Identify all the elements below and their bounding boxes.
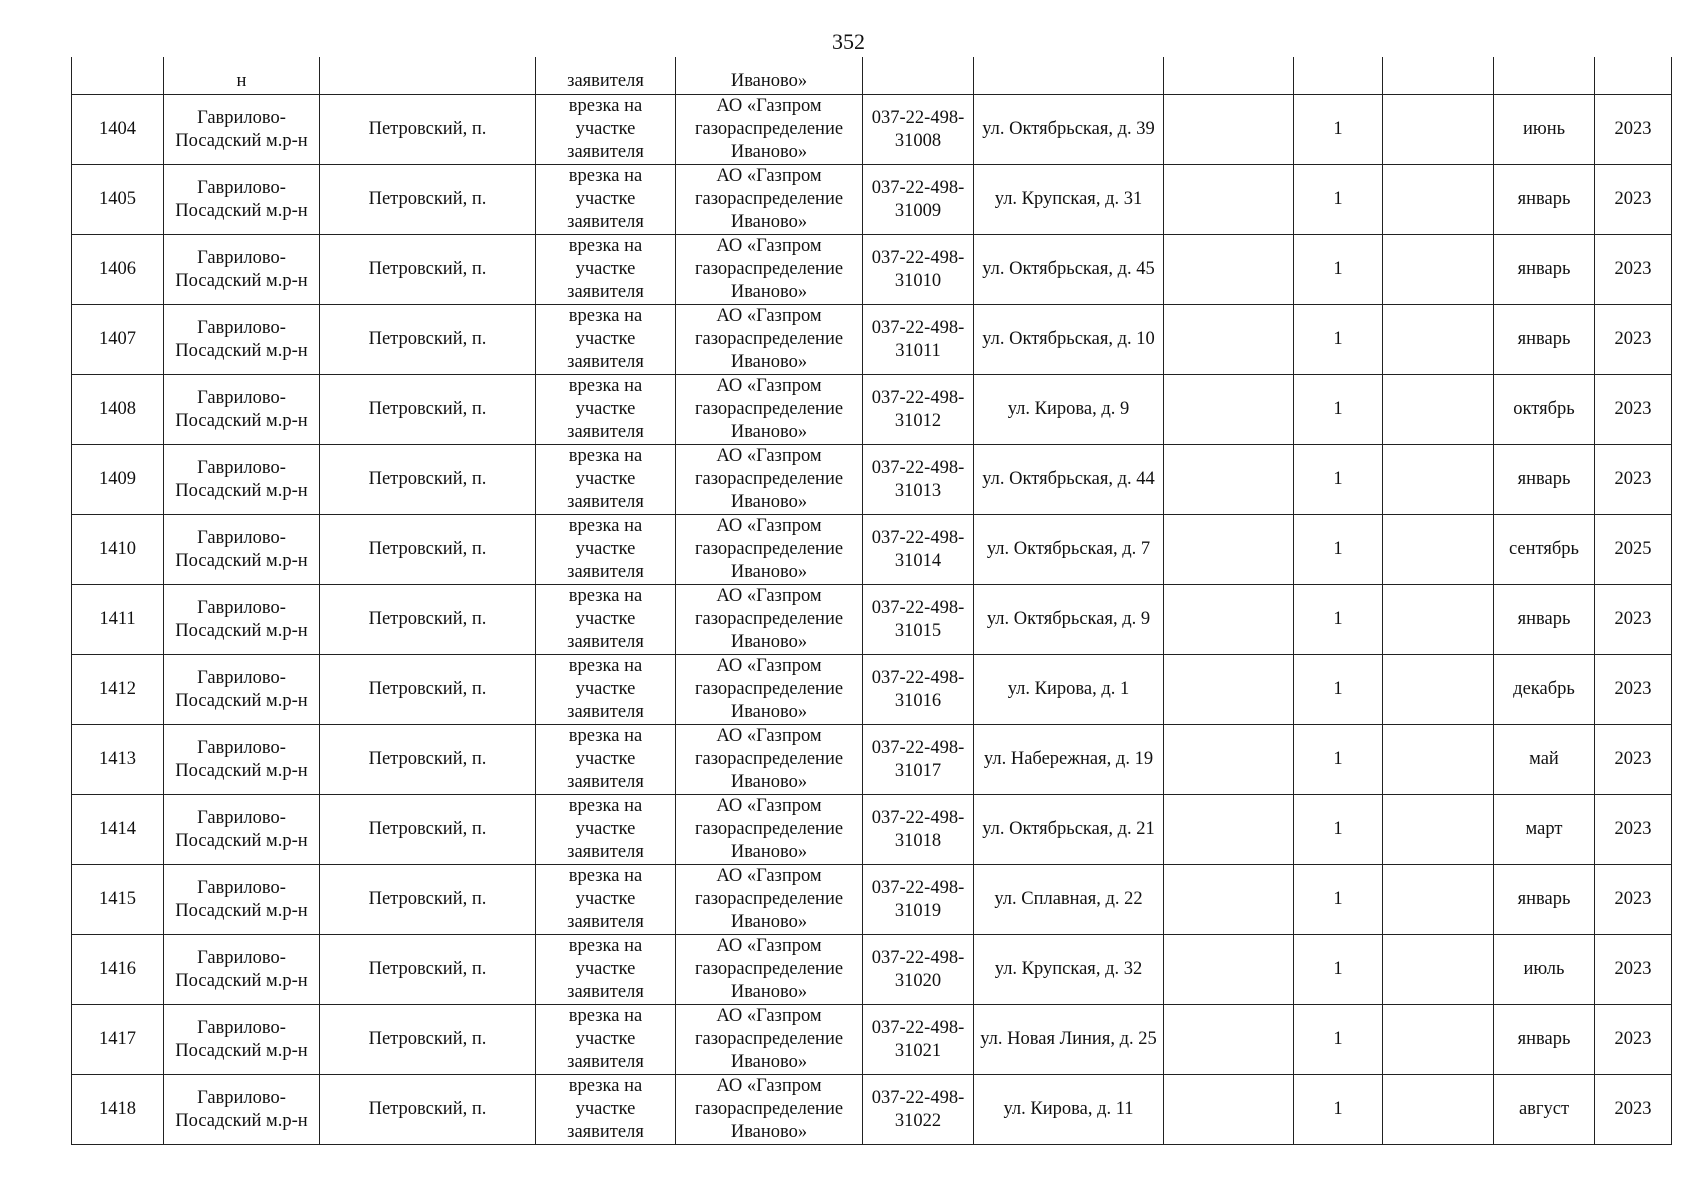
cell-operator: АО «Газпром газораспределение Иваново»: [676, 95, 863, 165]
cell-address: ул. Октябрьская, д. 7: [974, 515, 1164, 585]
cell-year: 2023: [1595, 865, 1672, 935]
cell-num: 1407: [72, 305, 164, 375]
cell-code: 037-22-498-31015: [863, 585, 974, 655]
cell-col-i: [1383, 935, 1494, 1005]
cell-count: 1: [1294, 585, 1383, 655]
table-row: [72, 445, 1672, 515]
table-row: [72, 1005, 1672, 1075]
cell-year: 2023: [1595, 445, 1672, 515]
cell-operator: АО «Газпром газораспределение Иваново»: [676, 725, 863, 795]
cell-settlement: Петровский, п.: [320, 95, 536, 165]
cell-settlement: Петровский, п.: [320, 235, 536, 305]
cell-district: Гаврилово-Посадский м.р-н: [164, 935, 320, 1005]
cell-count: 1: [1294, 935, 1383, 1005]
cell-district: Гаврилово-Посадский м.р-н: [164, 445, 320, 515]
cell-year: [1595, 57, 1672, 95]
cell-col-i: [1383, 445, 1494, 515]
cell-settlement: Петровский, п.: [320, 585, 536, 655]
cell-operator: АО «Газпром газораспределение Иваново»: [676, 375, 863, 445]
cell-connection: врезка на участке заявителя: [536, 865, 676, 935]
cell-count: 1: [1294, 445, 1383, 515]
cell-year: 2023: [1595, 95, 1672, 165]
cell-connection: врезка на участке заявителя: [536, 585, 676, 655]
table-row: [72, 935, 1672, 1005]
cell-settlement: Петровский, п.: [320, 655, 536, 725]
cell-col-i: [1383, 585, 1494, 655]
cell-code: 037-22-498-31019: [863, 865, 974, 935]
cell-year: 2023: [1595, 1005, 1672, 1075]
cell-col-g: [1164, 1005, 1294, 1075]
cell-month: январь: [1494, 445, 1595, 515]
cell-district: Гаврилово-Посадский м.р-н: [164, 1075, 320, 1145]
cell-connection: врезка на участке заявителя: [536, 375, 676, 445]
table-row: [72, 655, 1672, 725]
cell-month: сентябрь: [1494, 515, 1595, 585]
cell-col-g: [1164, 165, 1294, 235]
cell-month: [1494, 57, 1595, 95]
cell-col-g: [1164, 515, 1294, 585]
cell-district: Гаврилово-Посадский м.р-н: [164, 655, 320, 725]
table-row: [72, 1075, 1672, 1145]
cell-col-i: [1383, 165, 1494, 235]
cell-address: ул. Октябрьская, д. 10: [974, 305, 1164, 375]
cell-num: 1415: [72, 865, 164, 935]
cell-address: [974, 57, 1164, 95]
gasification-register-table: [71, 57, 1672, 1145]
cell-connection: врезка на участке заявителя: [536, 95, 676, 165]
cell-address: ул. Новая Линия, д. 25: [974, 1005, 1164, 1075]
cell-district: Гаврилово-Посадский м.р-н: [164, 165, 320, 235]
table-row: [72, 795, 1672, 865]
cell-address: ул. Крупская, д. 31: [974, 165, 1164, 235]
carryover-row: [72, 57, 1672, 95]
cell-count: 1: [1294, 795, 1383, 865]
cell-settlement: Петровский, п.: [320, 1075, 536, 1145]
cell-count: 1: [1294, 1005, 1383, 1075]
cell-col-i: [1383, 515, 1494, 585]
cell-count: [1294, 57, 1383, 95]
cell-operator: АО «Газпром газораспределение Иваново»: [676, 1005, 863, 1075]
cell-operator: АО «Газпром газораспределение Иваново»: [676, 1075, 863, 1145]
cell-year: 2023: [1595, 795, 1672, 865]
cell-district: Гаврилово-Посадский м.р-н: [164, 725, 320, 795]
cell-col-i: [1383, 865, 1494, 935]
cell-num: 1408: [72, 375, 164, 445]
cell-address: ул. Набережная, д. 19: [974, 725, 1164, 795]
cell-count: 1: [1294, 865, 1383, 935]
cell-code: 037-22-498-31022: [863, 1075, 974, 1145]
cell-year: 2025: [1595, 515, 1672, 585]
cell-code: 037-22-498-31016: [863, 655, 974, 725]
cell-district: Гаврилово-Посадский м.р-н: [164, 235, 320, 305]
table-row: [72, 165, 1672, 235]
cell-code: 037-22-498-31009: [863, 165, 974, 235]
cell-district: Гаврилово-Посадский м.р-н: [164, 375, 320, 445]
cell-month: декабрь: [1494, 655, 1595, 725]
cell-code: 037-22-498-31008: [863, 95, 974, 165]
cell-operator: АО «Газпром газораспределение Иваново»: [676, 515, 863, 585]
cell-address: ул. Сплавная, д. 22: [974, 865, 1164, 935]
cell-district: н: [164, 57, 320, 95]
cell-col-i: [1383, 95, 1494, 165]
cell-count: 1: [1294, 95, 1383, 165]
cell-year: 2023: [1595, 585, 1672, 655]
cell-code: 037-22-498-31013: [863, 445, 974, 515]
cell-connection: врезка на участке заявителя: [536, 725, 676, 795]
cell-num: 1409: [72, 445, 164, 515]
cell-count: 1: [1294, 515, 1383, 585]
cell-connection: врезка на участке заявителя: [536, 235, 676, 305]
cell-operator: АО «Газпром газораспределение Иваново»: [676, 235, 863, 305]
cell-month: октябрь: [1494, 375, 1595, 445]
cell-settlement: [320, 57, 536, 95]
table-row: [72, 95, 1672, 165]
cell-connection: врезка на участке заявителя: [536, 655, 676, 725]
cell-num: [72, 57, 164, 95]
cell-col-i: [1383, 1075, 1494, 1145]
cell-col-g: [1164, 305, 1294, 375]
cell-col-i: [1383, 655, 1494, 725]
cell-col-g: [1164, 1075, 1294, 1145]
cell-address: ул. Октябрьская, д. 9: [974, 585, 1164, 655]
cell-count: 1: [1294, 1075, 1383, 1145]
cell-connection: врезка на участке заявителя: [536, 1075, 676, 1145]
cell-operator: АО «Газпром газораспределение Иваново»: [676, 655, 863, 725]
cell-num: 1412: [72, 655, 164, 725]
cell-col-g: [1164, 935, 1294, 1005]
page-number: 352: [832, 29, 865, 54]
cell-num: 1405: [72, 165, 164, 235]
cell-district: Гаврилово-Посадский м.р-н: [164, 95, 320, 165]
cell-col-i: [1383, 375, 1494, 445]
table-row: [72, 725, 1672, 795]
cell-settlement: Петровский, п.: [320, 725, 536, 795]
cell-code: 037-22-498-31011: [863, 305, 974, 375]
cell-code: [863, 57, 974, 95]
cell-num: 1416: [72, 935, 164, 1005]
cell-month: январь: [1494, 165, 1595, 235]
cell-address: ул. Крупская, д. 32: [974, 935, 1164, 1005]
cell-col-i: [1383, 725, 1494, 795]
table-row: [72, 375, 1672, 445]
cell-month: июль: [1494, 935, 1595, 1005]
cell-year: 2023: [1595, 935, 1672, 1005]
cell-num: 1411: [72, 585, 164, 655]
cell-address: ул. Кирова, д. 1: [974, 655, 1164, 725]
cell-district: Гаврилово-Посадский м.р-н: [164, 795, 320, 865]
cell-operator: АО «Газпром газораспределение Иваново»: [676, 795, 863, 865]
cell-col-g: [1164, 445, 1294, 515]
cell-code: 037-22-498-31014: [863, 515, 974, 585]
cell-num: 1410: [72, 515, 164, 585]
cell-year: 2023: [1595, 725, 1672, 795]
cell-num: 1414: [72, 795, 164, 865]
table-row: [72, 235, 1672, 305]
cell-month: август: [1494, 1075, 1595, 1145]
cell-code: 037-22-498-31017: [863, 725, 974, 795]
cell-code: 037-22-498-31018: [863, 795, 974, 865]
cell-num: 1406: [72, 235, 164, 305]
cell-district: Гаврилово-Посадский м.р-н: [164, 1005, 320, 1075]
cell-address: ул. Кирова, д. 9: [974, 375, 1164, 445]
cell-col-i: [1383, 57, 1494, 95]
cell-count: 1: [1294, 165, 1383, 235]
cell-month: январь: [1494, 1005, 1595, 1075]
cell-code: 037-22-498-31020: [863, 935, 974, 1005]
cell-settlement: Петровский, п.: [320, 165, 536, 235]
cell-count: 1: [1294, 725, 1383, 795]
cell-address: ул. Октябрьская, д. 39: [974, 95, 1164, 165]
cell-address: ул. Октябрьская, д. 21: [974, 795, 1164, 865]
cell-count: 1: [1294, 305, 1383, 375]
cell-address: ул. Октябрьская, д. 44: [974, 445, 1164, 515]
cell-operator: Иваново»: [676, 57, 863, 95]
cell-col-g: [1164, 725, 1294, 795]
cell-settlement: Петровский, п.: [320, 935, 536, 1005]
cell-settlement: Петровский, п.: [320, 865, 536, 935]
cell-operator: АО «Газпром газораспределение Иваново»: [676, 165, 863, 235]
cell-col-i: [1383, 795, 1494, 865]
cell-year: 2023: [1595, 1075, 1672, 1145]
cell-operator: АО «Газпром газораспределение Иваново»: [676, 445, 863, 515]
cell-settlement: Петровский, п.: [320, 1005, 536, 1075]
table-row: [72, 865, 1672, 935]
cell-month: март: [1494, 795, 1595, 865]
cell-connection: заявителя: [536, 57, 676, 95]
cell-num: 1413: [72, 725, 164, 795]
cell-district: Гаврилово-Посадский м.р-н: [164, 305, 320, 375]
cell-col-g: [1164, 235, 1294, 305]
cell-district: Гаврилово-Посадский м.р-н: [164, 585, 320, 655]
cell-settlement: Петровский, п.: [320, 445, 536, 515]
cell-col-g: [1164, 95, 1294, 165]
cell-settlement: Петровский, п.: [320, 795, 536, 865]
cell-col-i: [1383, 235, 1494, 305]
cell-col-i: [1383, 305, 1494, 375]
cell-year: 2023: [1595, 165, 1672, 235]
cell-num: 1417: [72, 1005, 164, 1075]
cell-code: 037-22-498-31012: [863, 375, 974, 445]
cell-address: ул. Октябрьская, д. 45: [974, 235, 1164, 305]
cell-month: январь: [1494, 585, 1595, 655]
cell-month: январь: [1494, 235, 1595, 305]
cell-num: 1404: [72, 95, 164, 165]
cell-address: ул. Кирова, д. 11: [974, 1075, 1164, 1145]
cell-operator: АО «Газпром газораспределение Иваново»: [676, 305, 863, 375]
cell-connection: врезка на участке заявителя: [536, 935, 676, 1005]
cell-settlement: Петровский, п.: [320, 375, 536, 445]
cell-num: 1418: [72, 1075, 164, 1145]
cell-operator: АО «Газпром газораспределение Иваново»: [676, 865, 863, 935]
cell-connection: врезка на участке заявителя: [536, 795, 676, 865]
cell-connection: врезка на участке заявителя: [536, 445, 676, 515]
cell-col-g: [1164, 57, 1294, 95]
cell-month: январь: [1494, 305, 1595, 375]
cell-year: 2023: [1595, 655, 1672, 725]
cell-count: 1: [1294, 235, 1383, 305]
cell-connection: врезка на участке заявителя: [536, 1005, 676, 1075]
cell-col-g: [1164, 865, 1294, 935]
cell-month: май: [1494, 725, 1595, 795]
cell-connection: врезка на участке заявителя: [536, 165, 676, 235]
cell-col-i: [1383, 1005, 1494, 1075]
cell-month: июнь: [1494, 95, 1595, 165]
cell-district: Гаврилово-Посадский м.р-н: [164, 515, 320, 585]
cell-connection: врезка на участке заявителя: [536, 515, 676, 585]
table-body: [72, 57, 1672, 1145]
cell-count: 1: [1294, 375, 1383, 445]
cell-count: 1: [1294, 655, 1383, 725]
table-row: [72, 305, 1672, 375]
cell-year: 2023: [1595, 305, 1672, 375]
cell-col-g: [1164, 795, 1294, 865]
cell-operator: АО «Газпром газораспределение Иваново»: [676, 585, 863, 655]
cell-year: 2023: [1595, 375, 1672, 445]
cell-col-g: [1164, 655, 1294, 725]
cell-col-g: [1164, 375, 1294, 445]
table-row: [72, 585, 1672, 655]
cell-settlement: Петровский, п.: [320, 305, 536, 375]
cell-code: 037-22-498-31021: [863, 1005, 974, 1075]
cell-month: январь: [1494, 865, 1595, 935]
cell-col-g: [1164, 585, 1294, 655]
cell-year: 2023: [1595, 235, 1672, 305]
cell-code: 037-22-498-31010: [863, 235, 974, 305]
cell-connection: врезка на участке заявителя: [536, 305, 676, 375]
cell-district: Гаврилово-Посадский м.р-н: [164, 865, 320, 935]
table-row: [72, 515, 1672, 585]
cell-settlement: Петровский, п.: [320, 515, 536, 585]
cell-operator: АО «Газпром газораспределение Иваново»: [676, 935, 863, 1005]
